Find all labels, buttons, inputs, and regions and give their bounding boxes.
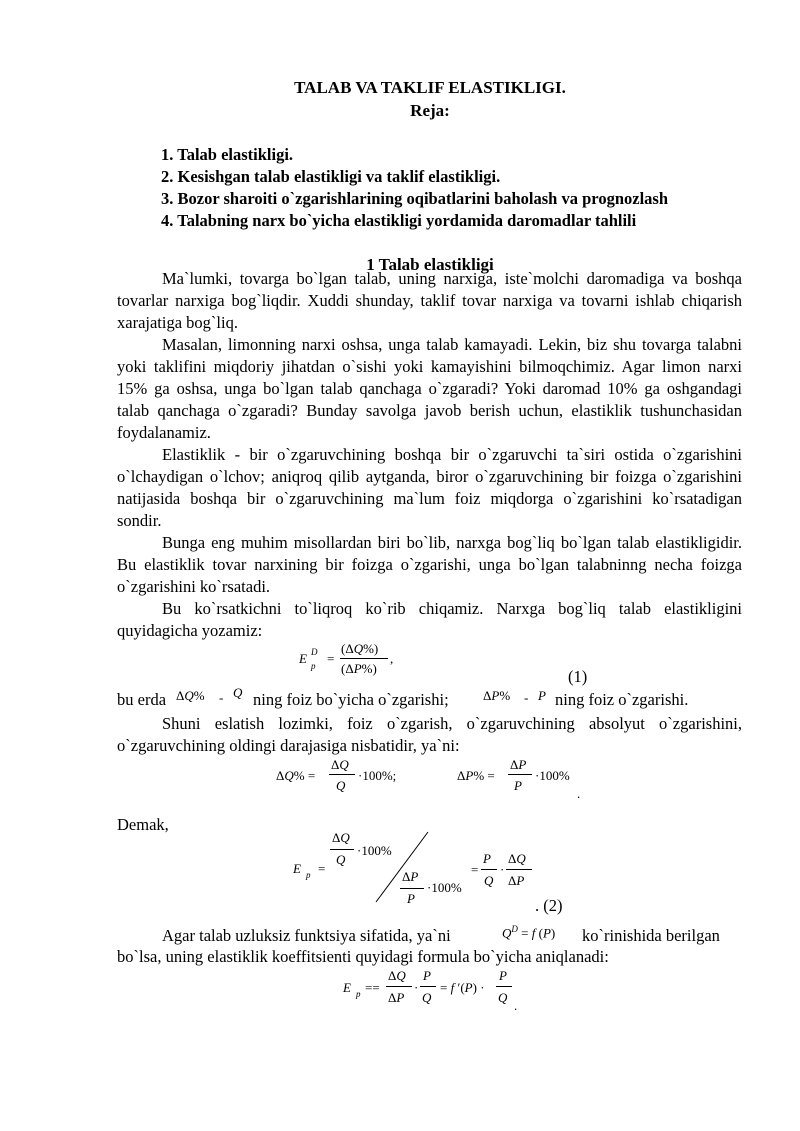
- demand-function: $Q^D = f$ (P): [502, 924, 556, 941]
- plan-item-3: 3. Bozor sharoiti o`zgarishlarining oqibatlarini baholash va prognozlash: [161, 189, 668, 208]
- plan-item-1: 1. Talab elastikligi.: [161, 145, 294, 164]
- paragraph-5: Bu ko`rsatkichni to`liqroq ko`rib chiqamiz. Narxga bog`liq talab elastikligini quyidagicha yozamiz:: [117, 599, 742, 640]
- plan-item-4: 4. Talabning narx bo`yicha elastikligi yordamida daromadlar tahlili: [161, 211, 637, 230]
- formula-2-label: . (2): [535, 896, 563, 915]
- q-symbol: Q: [233, 685, 243, 700]
- plan-item-2: 2. Kesishgan talab elastikligi va taklif elastikligi.: [161, 167, 501, 186]
- where-text-end: ning foiz o`zgarishi.: [555, 690, 689, 709]
- where-text-middle: ning foiz bo`yicha o`zgarishi;: [253, 690, 449, 709]
- paragraph-7-start: Agar talab uzluksiz funktsiya sifatida, ya`ni: [162, 926, 451, 945]
- delta-q-percent-symbol: ΔQ%: [176, 688, 205, 703]
- where-text-start: bu erda: [117, 690, 167, 709]
- document-page: TALAB VA TAKLIF ELASTIKLIGI. Reja: 1. Talab elastikligi. 2. Kesishgan talab elastikligi va taklif elastikligi. 3. Bozor sharoiti o`zgarishlarining oqibatlarini baholash va prognozlash 4. Talabning narx bo`yicha elastikligi yordamida daromadlar tahlili 1 Talab elastikligi Ma`lumki, tovarga bo`lgan talab, uning narxiga, iste`molchi daromadiga va boshqa tovarlar narxiga bog`liqdir. Xuddi shunday, taklif tovar narxiga va tovarni ishlab chiqarish xarajatiga bog`liq. Masalan, limonning narxi oshsa, unga talab kamayadi. Lekin, biz shu tovarga talabni yoki taklifini miqdoriy jihatdan o`sishi yoki kamayishini bilmoqchimiz. Agar limon narxi 15% ga oshsa, unga bo`lgan talab qanchaga o`zgaradi? Yoki daromad 10% ga oshgandagi talab qanchaga o`zgaradi? Bunday savolga javob berish uchun, elastiklik tushunchasidan foydalanamiz. Elastiklik - bir o`zgaruvchining boshqa bir o`zgaruvchi ta`siri ostida o`zgarishini o`lchaydigan o`lchov; aniqroq qilib aytganda, biror o`zgaruvchining bir foizga o`zgarishini natijasida boshqa bir o`zgaruvchining ma`lum foiz miqdorga o`zgarishini ko`rsatadigan sondir. Bunga eng muhim misollardan biri bo`lib, narxga bog`liq bo`lgan talab elastikligidir. Bu elastiklik tovar narxining bir foizga o`zgarishi, unga bo`lgan talabninng necha foizga o`zgarishini ko`rsatadi. Bu ko`rsatkichni to`liqroq ko`rib chiqamiz. Narxga bog`liq talab elastikligini quyidagicha yozamiz: E D p = (ΔQ%) (ΔP%) , (1) bu erda ΔQ% - Q ning foiz bo`yicha o`zgarishi; ΔP% - P ning foiz o`zgarishi. Shuni eslatish lozimki, foiz o`zgarish, o`zgaruvchining absolyut o`zgarishini, o`zgaruvchining oldingi darajasiga nisbatidir, ya`ni: ΔQ% = ΔQ Q ·100%; ΔP% = ΔP P ·100% . Demak, E p = ΔQ Q ·100% ΔP P ·100% = P Q · ΔQ ΔP . (2) Agar talab uzluksiz funktsiya sifatida, ya`ni $Q^D = f$ (P) ko`rinishida berilgan bo`lsa, uning elastiklik koeffitsienti quyidagi formula bo`yicha aniqlanadi: E p == ΔQ ΔP · P Q = f ′(P) · P Q .: [0, 0, 800, 1131]
- delta-p-percent-symbol: ΔP%: [483, 688, 511, 703]
- p-symbol: P: [538, 688, 546, 703]
- fraction-slash: [372, 830, 432, 905]
- paragraph-2: Masalan, limonning narxi oshsa, unga talab kamayadi. Lekin, biz shu tovarga talabni yoki taklifini miqdoriy jihatdan o`sishi yoki kamayishini bilmoqchimiz. Agar limon narxi 15% ga oshsa, unga bo`lgan talab qanchaga o`zgaradi? Yoki daromad 10% ga oshgandagi talab qanchaga o`zgaradi? Bunday savolga javob berish uchun, elastiklik tushunchasidan foydalanamiz.: [117, 335, 742, 442]
- document-title: TALAB VA TAKLIF ELASTIKLIGI.: [294, 78, 566, 97]
- paragraph-1: Ma`lumki, tovarga bo`lgan talab, uning narxiga, iste`molchi daromadiga va boshqa tovarlar narxiga bog`liqdir. Xuddi shunday, taklif tovar narxiga va tovarni ishlab chiqarish xarajatiga bog`liq.: [117, 269, 742, 332]
- plan-heading: Reja:: [410, 101, 450, 120]
- paragraph-4: Bunga eng muhim misollardan biri bo`lib, narxga bog`liq bo`lgan talab elastikligidir. Bu elastiklik tovar narxining bir foizga o`zgarishi, unga bo`lgan talabninng necha foizga o`zgarishini ko`rsatadi.: [117, 533, 742, 596]
- demak-label: Demak,: [117, 815, 169, 834]
- paragraph-7-end: bo`lsa, uning elastiklik koeffitsienti quyidagi formula bo`yicha aniqlanadi:: [117, 947, 609, 966]
- paragraph-6: Shuni eslatish lozimki, foiz o`zgarish, o`zgaruvchining absolyut o`zgarishini, o`zgaruvchining oldingi darajasiga nisbatidir, ya`ni:: [117, 714, 742, 755]
- paragraph-7-middle: ko`rinishida berilgan: [582, 926, 720, 945]
- paragraph-3: Elastiklik - bir o`zgaruvchining boshqa bir o`zgaruvchi ta`siri ostida o`zgarishini o`lchaydigan o`lchov; aniqroq qilib aytganda, biror o`zgaruvchining bir foizga o`zgarishini natijasida boshqa bir o`zgaruvchining ma`lum foiz miqdorga o`zgarishini ko`rsatadigan sondir.: [117, 445, 742, 530]
- formula-1-label: (1): [568, 667, 588, 686]
- section-heading: 1 Talab elastikligi: [366, 255, 494, 274]
